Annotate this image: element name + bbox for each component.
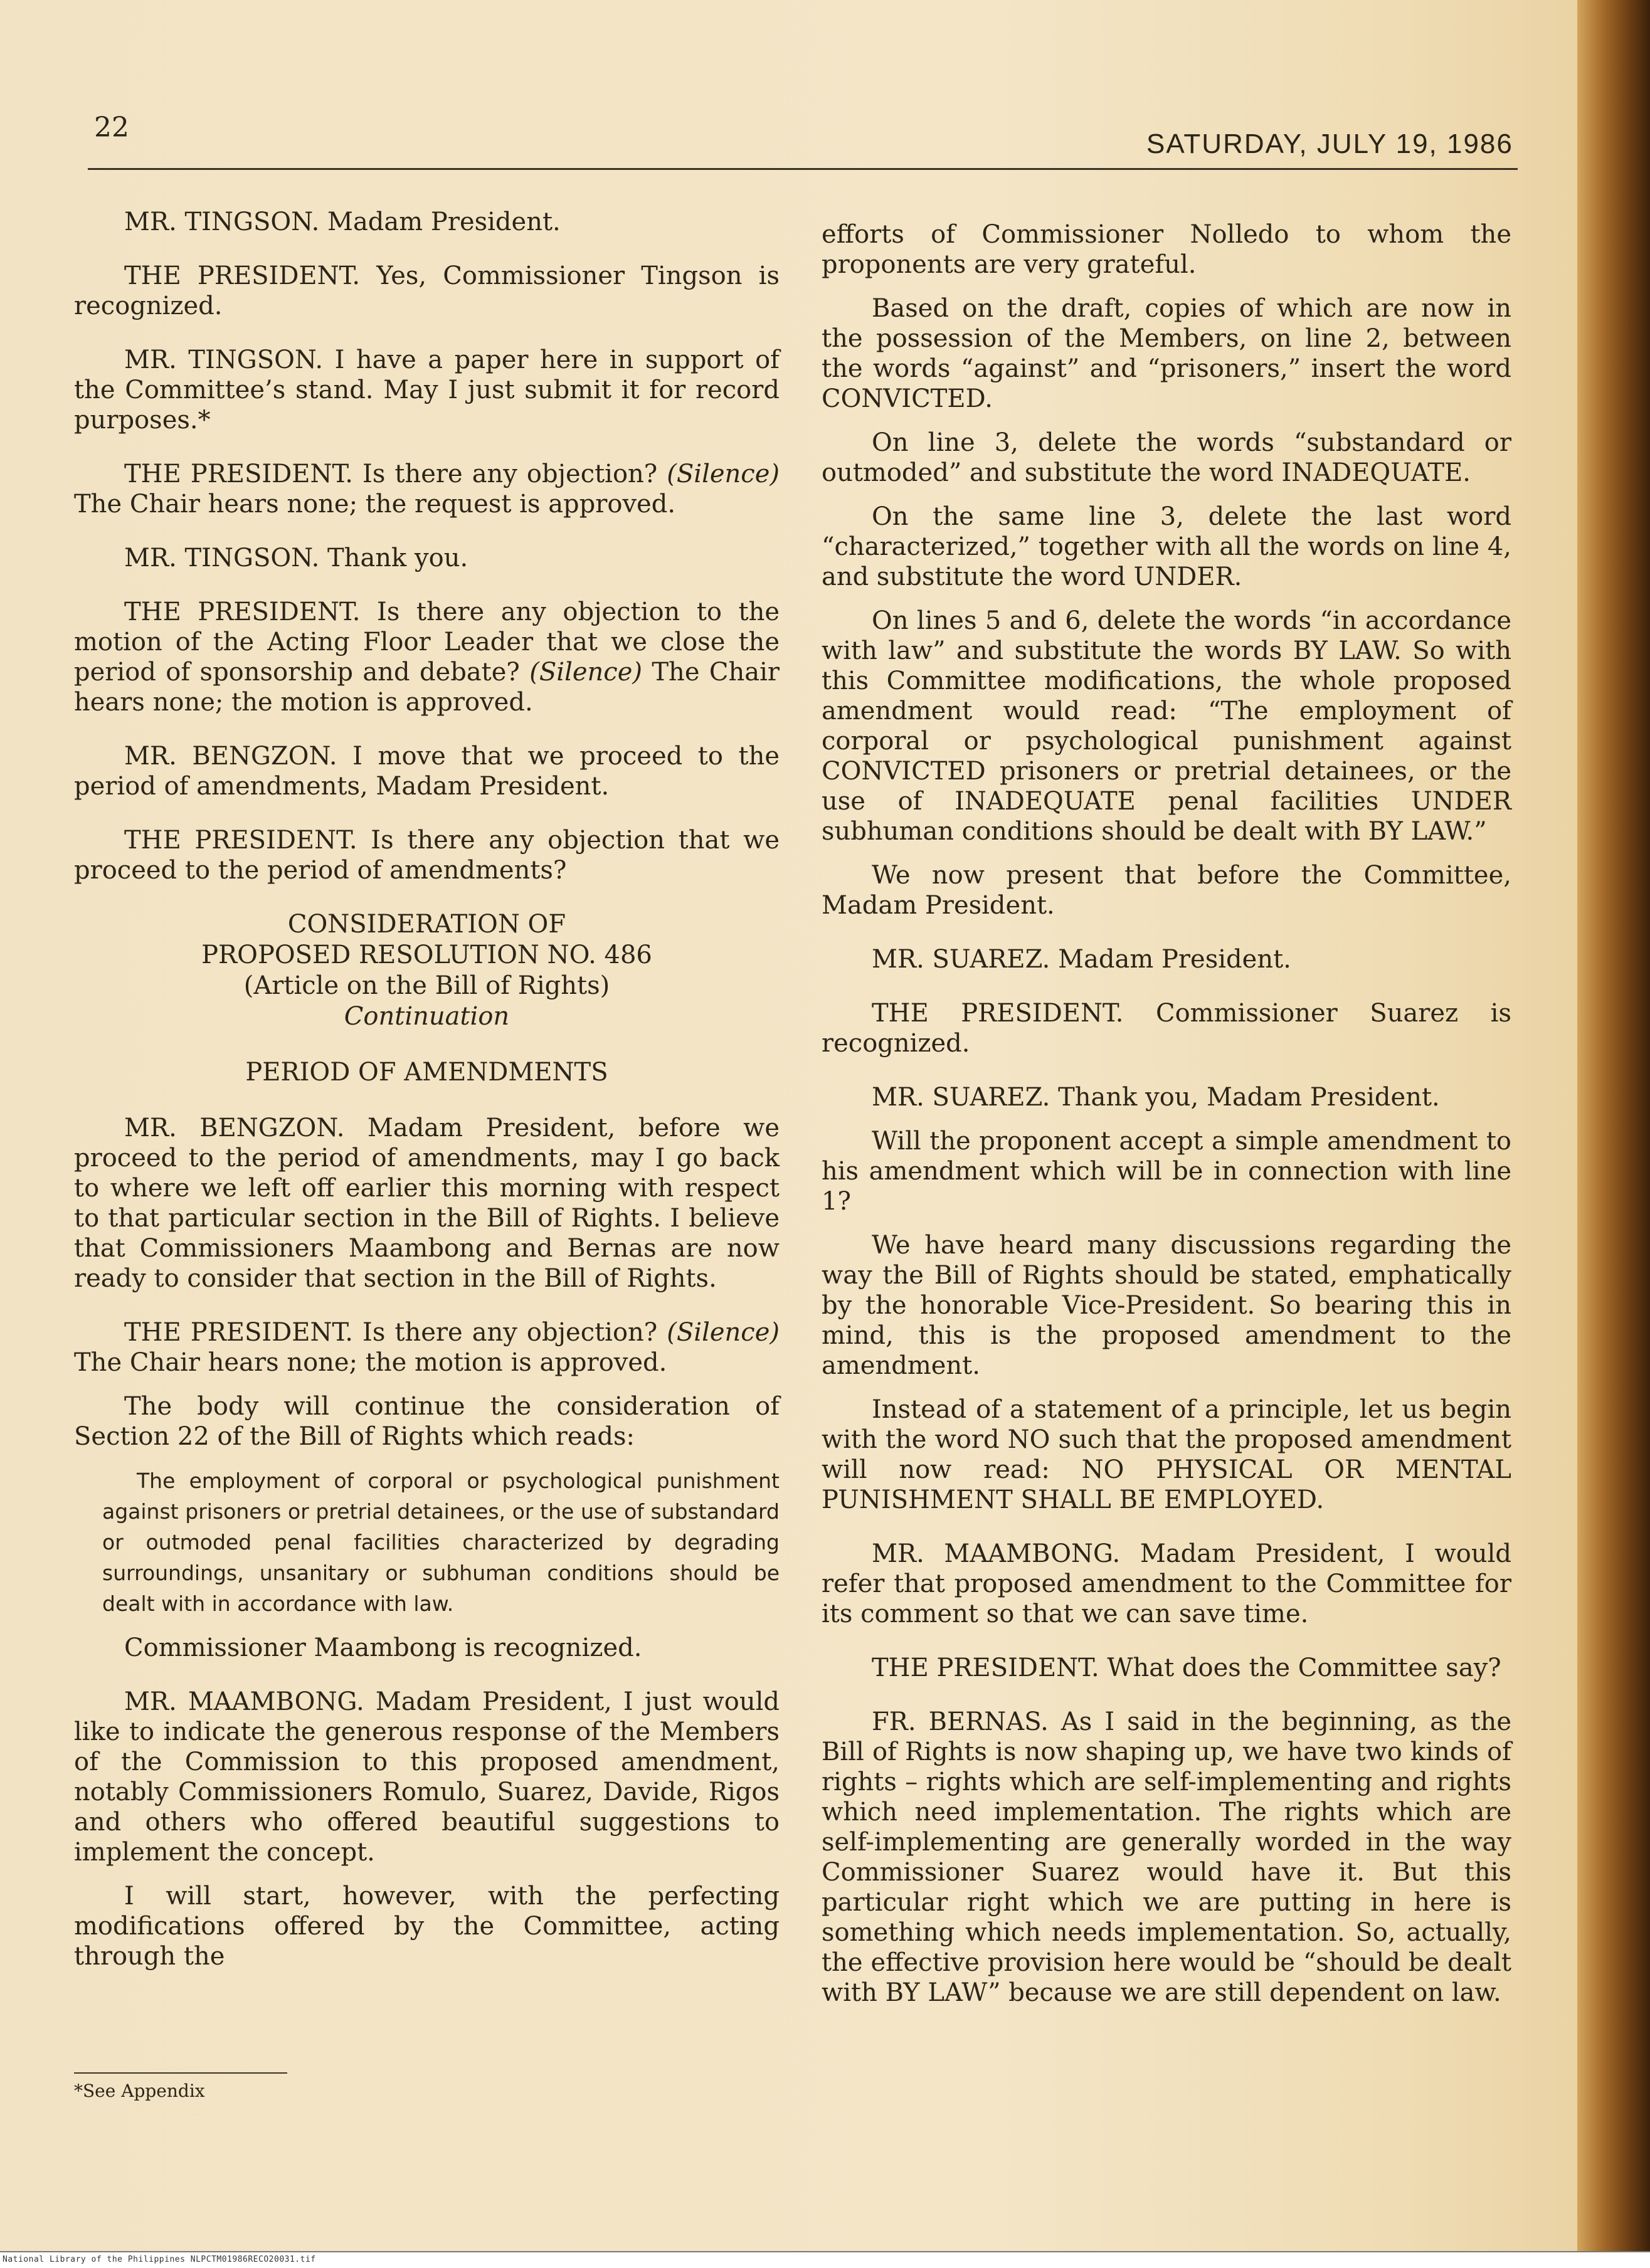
paragraph: MR. SUAREZ. Madam President.	[872, 945, 1291, 974]
heading-line: Continuation	[344, 1002, 510, 1031]
heading-line: PROPOSED RESOLUTION NO. 486	[201, 941, 652, 969]
section-heading	[74, 909, 780, 1032]
paragraph: Based on the draft, copies of which are now in the possession of the Members, on line 2, between the words “against” and “prisoners,” insert the word CONVICTED.	[822, 294, 1511, 413]
paragraph: MR. BENGZON. Madam President, before we proceed to the period of amendments, may I go back to where we left off earlier this morning with respect to that particular section in the Bill of Rights. I believe that Commissioners Maambong and Bernas are now ready to consider that section in the Bill of Rights.	[74, 1114, 780, 1293]
paragraph: We now present that before the Committee, Madam President.	[822, 861, 1511, 920]
paragraph: MR. SUAREZ. Thank you, Madam President.	[872, 1083, 1440, 1112]
header-rule	[88, 168, 1518, 170]
paragraph: MR. TINGSON. Thank you.	[124, 544, 468, 572]
paragraph: MR. TINGSON. I have a paper here in support of the Committee’s stand. May I just submit it for record purposes.*	[74, 345, 780, 435]
heading-line: CONSIDERATION OF	[287, 910, 566, 939]
page-number: 22	[94, 112, 129, 144]
quoted-section-text: The employment of corporal or psychological punishment against prisoners or pretrial detainees, or the use of substandard or outmoded penal facilities characterized by degrading surroundings, unsanitary or subhuman conditions should be dealt with in accordance with law.	[102, 1469, 780, 1616]
silence-note: (Silence)	[667, 1318, 780, 1347]
paragraph: efforts of Commissioner Nolledo to whom the proponents are very grateful.	[822, 220, 1511, 279]
paragraph: THE PRESIDENT. Commissioner Suarez is recognized.	[822, 999, 1511, 1058]
left-column	[74, 207, 780, 1995]
silence-note: (Silence)	[667, 460, 780, 488]
speech-text: The Chair hears none; the motion is approved.	[74, 658, 780, 717]
paragraph: MR. TINGSON. Madam President.	[124, 208, 561, 236]
paragraph: Will the proponent accept a simple amendment to his amendment which will be in connection with line 1?	[822, 1127, 1511, 1216]
paragraph: On the same line 3, delete the last word “characterized,” together with all the words on line 4, and substitute the word UNDER.	[822, 502, 1511, 591]
heading-line: (Article on the Bill of Rights)	[243, 971, 610, 1000]
right-column	[822, 219, 1511, 2032]
paragraph: MR. MAAMBONG. Madam President, I would refer that proposed amendment to the Committee for its comment so that we can save time.	[822, 1539, 1511, 1628]
paragraph: THE PRESIDENT. What does the Committee say?	[872, 1654, 1501, 1682]
speech-text: The Chair hears none; the request is approved.	[74, 490, 676, 519]
paragraph: Commissioner Maambong is recognized.	[124, 1633, 642, 1662]
speech-text: THE PRESIDENT. Is there any objection?	[124, 1318, 667, 1347]
speech-text: THE PRESIDENT. Is there any objection?	[124, 460, 667, 488]
paragraph: MR. BENGZON. I move that we proceed to the period of amendments, Madam President.	[74, 742, 780, 801]
paragraph	[74, 597, 780, 717]
paragraph: We have heard many discussions regarding the way the Bill of Rights should be stated, emphatically by the honorable Vice-President. So bearing this in mind, this is the proposed amendment to the amendment.	[822, 1231, 1511, 1380]
paragraph: On lines 5 and 6, delete the words “in accordance with law” and substitute the words BY LAW. So with this Committee modifications, the whole proposed amendment would read: “The employment of corporal or psychological punishment against CONVICTED prisoners or pretrial detainees, or the use of INADEQUATE penal facilities UNDER subhuman conditions should be dealt with BY LAW.”	[822, 606, 1511, 846]
scan-footer-text: National Library of the Philippines NLPCTM01986RECO20031.tif	[3, 2255, 316, 2264]
paragraph: MR. MAAMBONG. Madam President, I just would like to indicate the generous response of the Members of the Commission to this proposed amendment, notably Commissioners Romulo, Suarez, Davide, Rigos and others who offered beautiful suggestions to implement the concept.	[74, 1687, 780, 1867]
footnote: *See Appendix	[74, 2081, 205, 2101]
paragraph: Instead of a statement of a principle, let us begin with the word NO such that the proposed amendment will now read: NO PHYSICAL OR MENTAL PUNISHMENT SHALL BE EMPLOYED.	[822, 1395, 1511, 1514]
subsection-heading	[74, 1057, 780, 1088]
paragraph	[74, 459, 780, 519]
paragraph: I will start, however, with the perfecting modifications offered by the Committee, acting through the	[74, 1882, 780, 1971]
silence-note: (Silence)	[529, 658, 642, 687]
paragraph: On line 3, delete the words “substandard or outmoded” and substitute the word INADEQUATE.	[822, 428, 1511, 487]
footnote-rule	[74, 2072, 287, 2074]
speech-text: The Chair hears none; the motion is approved.	[74, 1348, 667, 1377]
running-head-date: SATURDAY, JULY 19, 1986	[1146, 129, 1513, 159]
paragraph: THE PRESIDENT. Is there any objection that we proceed to the period of amendments?	[74, 826, 780, 885]
heading-line: PERIOD OF AMENDMENTS	[245, 1058, 608, 1087]
book-spine-edge	[1577, 0, 1650, 2257]
paragraph	[74, 1317, 780, 1378]
speech-text: THE PRESIDENT. Is there any objection to the motion of the Acting Floor Leader that we close the period of sponsorship and debate?	[74, 598, 780, 687]
paragraph: FR. BERNAS. As I said in the beginning, as the Bill of Rights is now shaping up, we have two kinds of rights – rights which are self-implementing and rights which need implementation. The rights which are self-implementing are generally worded in the way Commissioner Suarez would have it. But this particular right which we are putting in here is something which needs implementation. So, actually, the effective provision here would be “should be dealt with BY LAW” because we are still dependent on law.	[822, 1707, 1511, 2007]
paragraph: THE PRESIDENT. Yes, Commissioner Tingson is recognized.	[74, 261, 780, 320]
paragraph: The body will continue the consideration of Section 22 of the Bill of Rights which reads:	[74, 1392, 780, 1451]
